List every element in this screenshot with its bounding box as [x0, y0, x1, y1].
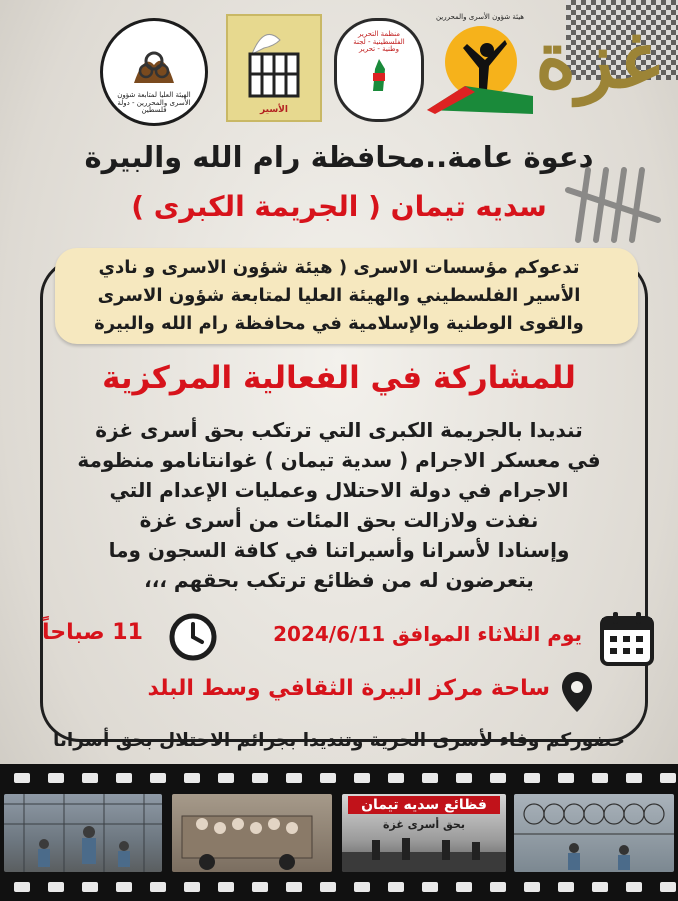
- caption-subtitle: بحق أسرى غزة: [383, 818, 465, 831]
- body-line-2: في معسكر الاجرام ( سدية تيمان ) غوانتانامو منظومة: [77, 448, 601, 472]
- plo-logo-text: منظمة التحرير الفلسطينية - لجنة وطنية - تحرير: [353, 30, 405, 54]
- detention-photo-3: [342, 794, 506, 872]
- prison-window-dove-icon: [234, 24, 314, 104]
- map-fist-icon: [359, 55, 399, 95]
- body-line-3: الاجرام في دولة الاحتلال وعمليات الإعدام التي: [109, 478, 569, 502]
- closing-line: حضوركم وفاء لأسرى الحرية وتنديدا بجرائم الاحتلال بحق أسرانا: [53, 730, 625, 751]
- chained-hands-icon: [124, 43, 184, 93]
- detention-photo-2: [172, 794, 332, 872]
- crime-title: سديه تيمان ( الجريمة الكبرى ): [131, 190, 547, 223]
- commission-logo-text: هيئة شؤون الأسرى والمحررين: [435, 13, 525, 21]
- detention-photo-1: [4, 794, 162, 872]
- invite-line-3: والقوى الوطنية والإسلامية في محافظة رام الله والبيرة: [94, 313, 584, 334]
- caption-title: فظائع سديه تيمان: [348, 796, 500, 814]
- committee-logo: [100, 18, 208, 126]
- plo-logo: [334, 18, 424, 122]
- body-line-5: وإسنادا لأسرانا وأسيراتنا في كافة السجون وما: [108, 538, 570, 562]
- main-title: للمشاركة في الفعالية المركزية: [102, 360, 576, 396]
- ghazza-calligraphy: غزة: [535, 15, 660, 106]
- soldiers-prisoners-icon: [342, 832, 506, 872]
- clock-icon: [168, 612, 218, 662]
- event-location: ساحة مركز البيرة الثقافي وسط البلد: [147, 676, 550, 701]
- body-line-1: تنديدا بالجريمة الكبرى التي ترتكب بحق أسرى غزة: [95, 418, 583, 442]
- invitation-heading: دعوة عامة..محافظة رام الله والبيرة: [84, 140, 594, 174]
- freedom-logo: [226, 14, 322, 122]
- body-line-4: نفذت ولازالت بحق المئات من أسرى غزة: [139, 508, 539, 532]
- event-time: 11 صباحاً: [42, 620, 143, 645]
- truck-detainees-icon: [172, 794, 332, 872]
- freed-prisoner-icon: [425, 14, 535, 118]
- body-line-6: يتعرضون له من فظائع ترتكب بحقهم ،،،: [144, 568, 534, 592]
- calendar-icon: [598, 610, 656, 668]
- detention-photo-4: [514, 794, 674, 872]
- fence-prisoners-icon: [4, 794, 162, 872]
- freedom-logo-text: الأسير: [260, 105, 288, 116]
- film-strip: [0, 764, 678, 901]
- invite-line-1: تدعوكم مؤسسات الاسرى ( هيئة شؤون الاسرى و نادي: [98, 257, 580, 278]
- commission-logo: [425, 14, 535, 118]
- event-date: يوم الثلاثاء الموافق 2024/6/11: [273, 622, 582, 646]
- invite-line-2: الأسير الفلسطيني والهيئة العليا لمتابعة شؤون الاسرى: [97, 285, 581, 306]
- committee-logo-text: الهيئة العليا لمتابعة شؤون الأسرى والمحررين - دولة فلسطين: [117, 90, 191, 115]
- location-pin-icon: [560, 670, 594, 714]
- barbed-wire-icon: [514, 794, 674, 872]
